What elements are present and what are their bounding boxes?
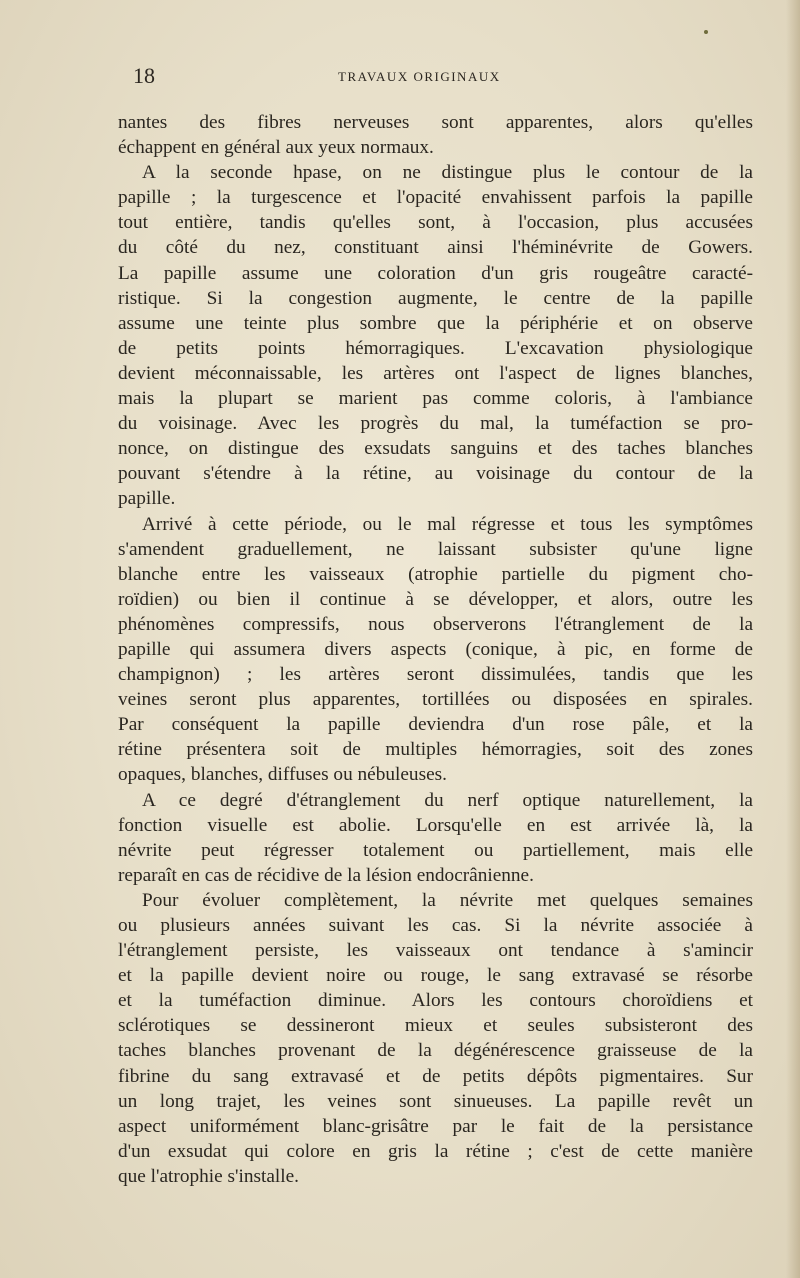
text-line: ou plusieurs années suivant les cas. Si la névrite associée à [118, 915, 753, 936]
page-edge-shadow [786, 0, 800, 1278]
text-line: d'un exsudat qui colore en gris la rétine ; c'est de cette manière [118, 1140, 753, 1162]
text-line: et la tuméfaction diminue. Alors les contours choroïdiens et [118, 990, 753, 1012]
text-line: papille. [118, 488, 176, 510]
text-line: veines seront plus apparentes, tortillées ou disposées en spirales. [118, 689, 753, 711]
text-line: devient méconnaissable, les artères ont l'aspect de lignes blanches, [118, 362, 753, 384]
text-line: du voisinage. Avec les progrès du mal, la tuméfaction se pro- [118, 413, 753, 435]
text-line: papille qui assumera divers aspects (conique, à pic, en forme de [118, 638, 753, 660]
text-line: ristique. Si la congestion augmente, le centre de la papille [118, 287, 753, 309]
text-line: A ce degré d'étranglement du nerf optique naturellement, la [142, 789, 753, 811]
text-line: aspect uniformément blanc-grisâtre par le fait de la persistance [118, 1115, 753, 1137]
text-line: reparaît en cas de récidive de la lésion endocrânienne. [118, 864, 534, 886]
text-line: assume une teinte plus sombre que la périphérie et on observe [118, 312, 753, 334]
text-line: phénomènes compressifs, nous observerons l'étranglement de la [118, 613, 753, 635]
text-line: rétine présentera soit de multiples hémorragies, soit des zones [118, 739, 753, 761]
body-text [118, 110, 753, 1189]
page-header [133, 63, 753, 93]
text-line: échappent en général aux yeux normaux. [118, 137, 434, 159]
text-line: roïdien) ou bien il continue à se développer, et alors, outre les [118, 588, 753, 610]
text-line: tout entière, tandis qu'elles sont, à l'occasion, plus accusées [118, 212, 753, 234]
text-line: La papille assume une coloration d'un gris rougeâtre caracté- [118, 262, 753, 284]
text-line: champignon) ; les artères seront dissimulées, tandis que les [118, 664, 753, 686]
text-line: que l'atrophie s'installe. [118, 1165, 299, 1187]
text-line: nantes des fibres nerveuses sont apparentes, alors qu'elles [118, 112, 753, 133]
text-line: s'amendent graduellement, ne laissant subsister qu'une ligne [118, 538, 753, 560]
text-line: pouvant s'étendre à la rétine, au voisinage du contour de la [118, 463, 753, 485]
text-line: opaques, blanches, diffuses ou nébuleuses. [118, 764, 447, 786]
text-line: du côté du nez, constituant ainsi l'héminévrite de Gowers. [118, 237, 753, 259]
running-head: TRAVAUX ORIGINAUX [338, 69, 501, 84]
text-line: nonce, on distingue des exsudats sanguins et des taches blanches [118, 438, 753, 460]
text-line: névrite peut régresser totalement ou partiellement, mais elle [118, 839, 753, 861]
text-line: A la seconde hpase, on ne distingue plus le contour de la [142, 162, 753, 184]
text-line: Par conséquent la papille deviendra d'un rose pâle, et la [118, 714, 753, 736]
text-line: un long trajet, les veines sont sinueuses. La papille revêt un [118, 1090, 753, 1112]
text-line: Arrivé à cette période, ou le mal régresse et tous les symptômes [142, 513, 753, 535]
text-line: mais la plupart se marient pas comme coloris, à l'ambiance [118, 388, 753, 410]
text-line: papille ; la turgescence et l'opacité envahissent parfois la papille [118, 187, 753, 209]
text-line: sclérotiques se dessineront mieux et seules subsisteront des [118, 1015, 753, 1037]
text-line: taches blanches provenant de la dégénérescence graisseuse de la [118, 1040, 753, 1062]
text-line: Pour évoluer complètement, la névrite met quelques semaines [142, 889, 753, 911]
text-line: et la papille devient noire ou rouge, le sang extravasé se résorbe [118, 965, 753, 987]
text-line: de petits points hémorragiques. L'excavation physiologique [118, 337, 753, 359]
text-line: l'étranglement persiste, les vaisseaux ont tendance à s'amincir [118, 940, 753, 962]
text-line: blanche entre les vaisseaux (atrophie partielle du pigment cho- [118, 563, 753, 585]
page-number: 18 [133, 63, 155, 88]
text-line: fonction visuelle est abolie. Lorsqu'elle en est arrivée là, la [118, 814, 753, 836]
text-line: fibrine du sang extravasé et de petits dépôts pigmentaires. Sur [118, 1065, 753, 1087]
ink-speck [704, 30, 708, 34]
